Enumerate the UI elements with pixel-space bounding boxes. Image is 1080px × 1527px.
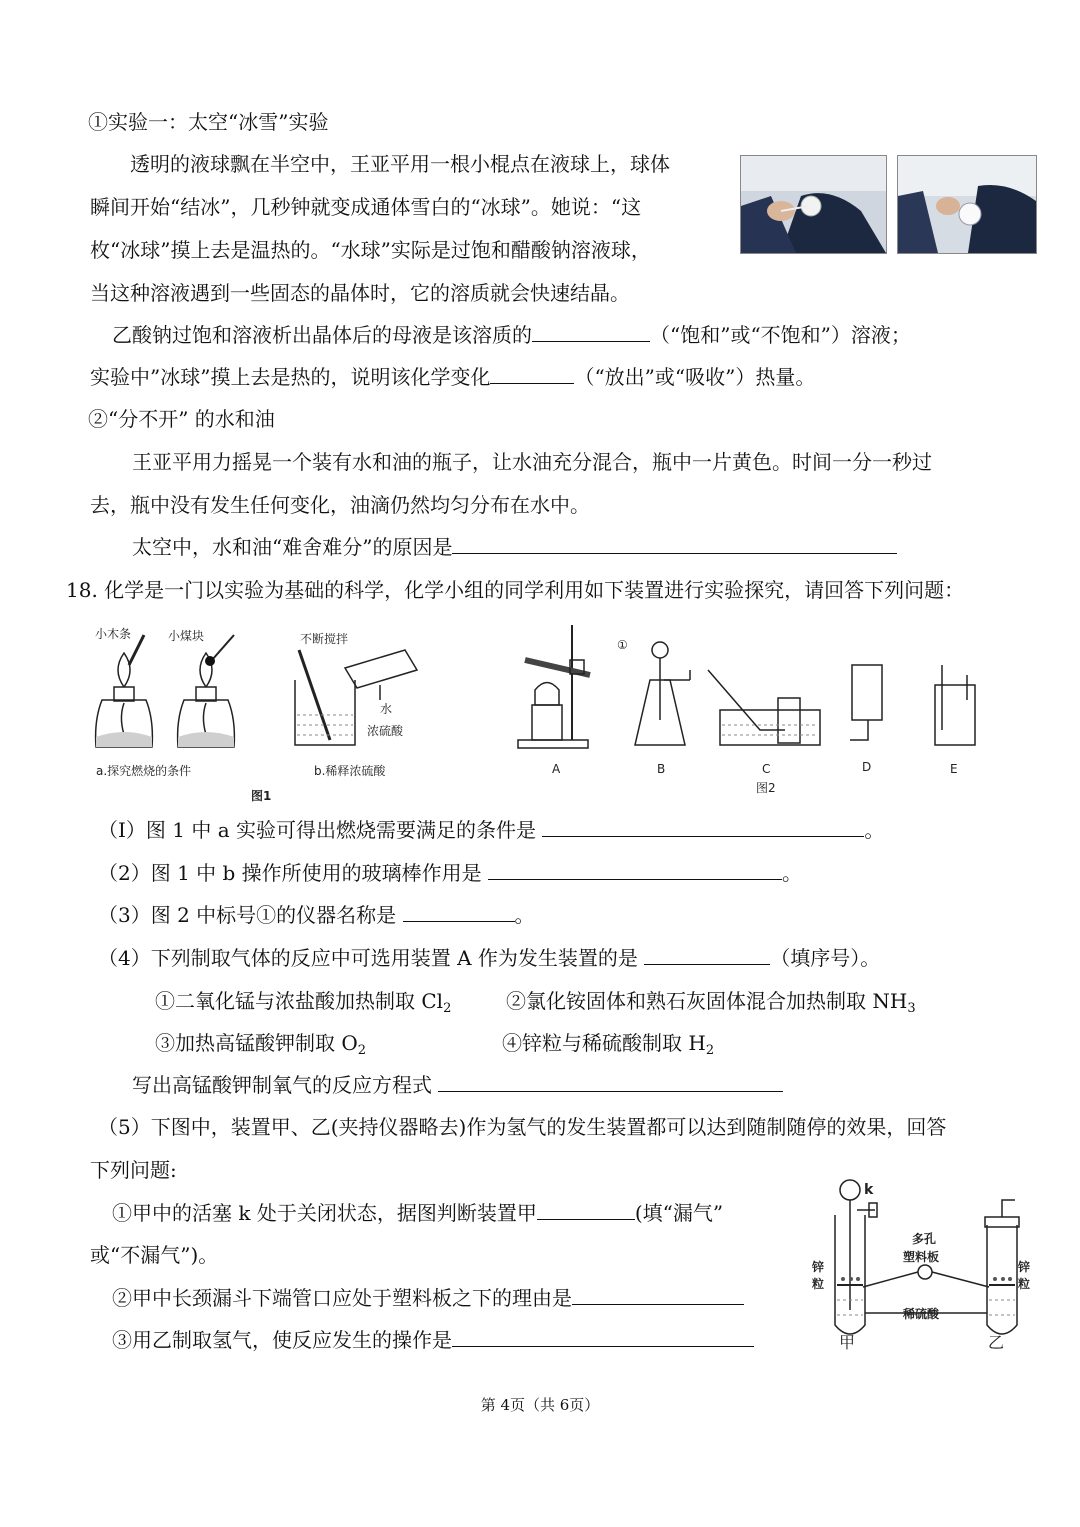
label-zinc-left-2: 粒 — [812, 1277, 825, 1291]
subq-5-1-cont: 或“不漏气”)。 — [90, 1243, 219, 1267]
question-mother-liquor: 乙酸钠过饱和溶液析出晶体后的母液是该溶质的 （“饱和”或“不饱和”）溶液； — [112, 323, 911, 347]
space-photo-left — [740, 155, 887, 254]
subq-1: （I）图 1 中 a 实验可得出燃烧需要满足的条件是 。 — [98, 818, 885, 842]
section1-para-line2: 瞬间开始“结冰”，几秒钟就变成通体雪白的“冰球”。她说：“这 — [90, 195, 642, 219]
subq-4-equation: 写出高锰酸钾制氧气的反应方程式 — [132, 1071, 783, 1099]
blank-funnel-reason[interactable] — [572, 1284, 744, 1305]
blank-equation[interactable] — [438, 1071, 783, 1092]
label-small-coal: 小煤块 — [168, 629, 205, 643]
section1-title: ①实验一：太空“冰雪”实验 — [88, 110, 329, 134]
fig2-apparatus — [510, 620, 990, 760]
blank-oil-water[interactable] — [452, 533, 897, 554]
subq-5-stem-2: 下列问题: — [90, 1158, 177, 1182]
fig1-dilute-acid — [285, 630, 435, 755]
caption-fig1a: a.探究燃烧的条件 — [96, 764, 192, 778]
option-4: ④锌粒与稀硫酸制取 $H_2$ — [502, 1031, 715, 1058]
q18-stem: 18. 化学是一门以实验为基础的科学，化学小组的同学利用如下装置进行实验探究，请回答下列问题： — [66, 578, 965, 602]
subq-5-3: ③用乙制取氢气，使反应发生的操作是 — [112, 1326, 754, 1354]
blank-operation[interactable] — [452, 1326, 754, 1347]
page-footer: 第 4页（共 6页） — [480, 1396, 600, 1414]
option-2: ②氯化铵固体和熟石灰固体混合加热制取 $NH_3$ — [506, 989, 916, 1016]
fig2-title: 图2 — [756, 781, 776, 795]
label-porous-1: 多孔 — [912, 1232, 937, 1246]
space-photo-right — [897, 155, 1037, 254]
label-jia: 甲 — [839, 1333, 856, 1352]
label-water: 水 — [380, 702, 393, 716]
label-porous-2: 塑料板 — [903, 1250, 940, 1264]
label-zinc-right-2: 粒 — [1018, 1277, 1031, 1291]
subq-5-stem: （5）下图中，装置甲、乙(夹持仪器略去)作为氢气的发生装置都可以达到随制随停的效果，回答 — [98, 1115, 947, 1139]
fig2-label-c: C — [762, 762, 771, 776]
section2-title: ②“分不开” 的水和油 — [88, 407, 275, 431]
fig2-label-b: B — [657, 762, 666, 776]
fig2-label-a: A — [552, 762, 561, 776]
blank-option-number[interactable] — [644, 944, 770, 965]
question-heat: 实验中”冰球”摸上去是热的，说明该化学变化 （“放出”或“吸收”）热量。 — [90, 365, 816, 389]
option-1: ①二氧化锰与浓盐酸加热制取 $Cl_2$ — [155, 989, 452, 1016]
subq-2: （2）图 1 中 b 操作所使用的玻璃棒作用是 。 — [98, 861, 803, 885]
label-zinc-left-1: 锌 — [812, 1260, 825, 1274]
subq-5-2: ②甲中长颈漏斗下端管口应处于塑料板之下的理由是 — [112, 1284, 744, 1312]
blank-leak[interactable] — [537, 1199, 635, 1220]
fig2-label-e: E — [950, 762, 958, 776]
subq-4: （4）下列制取气体的反应中可选用装置 A 作为发生装置的是 （填序号）。 — [98, 946, 881, 970]
fig2-label-d: D — [862, 760, 872, 774]
label-conc-acid: 浓硫酸 — [367, 724, 404, 738]
fig1-title: 图1 — [251, 789, 272, 803]
section1-para-line3: 枚“冰球”摸上去是温热的。“水球”实际是过饱和醋酸钠溶液球， — [90, 238, 651, 262]
label-dilute-acid: 稀硫酸 — [903, 1307, 940, 1321]
blank-glass-rod[interactable] — [488, 859, 782, 880]
option-3: ③加热高锰酸钾制取 $O_2$ — [155, 1031, 367, 1058]
question-oil-water: 太空中，水和油“难舍难分”的原因是 — [132, 533, 897, 561]
section2-para-line2: 去，瓶中没有发生任何变化，油滴仍然均匀分布在水中。 — [90, 493, 590, 517]
blank-heat[interactable] — [490, 363, 574, 384]
section2-para-line1: 王亚平用力摇晃一个装有水和油的瓶子，让水油充分混合，瓶中一片黄色。时间一分一秒过 — [132, 450, 932, 474]
subq-3: （3）图 2 中标号①的仪器名称是 。 — [98, 903, 535, 927]
caption-fig1b: b.稀释浓硫酸 — [314, 764, 386, 778]
section1-para-line4: 当这种溶液遇到一些固态的晶体时，它的溶质就会快速结晶。 — [90, 281, 630, 305]
label-small-wood: 小木条 — [95, 627, 132, 641]
label-stirring: 不断搅拌 — [300, 632, 349, 646]
blank-saturated[interactable] — [532, 321, 650, 342]
blank-burning-condition[interactable] — [542, 816, 864, 837]
label-yi: 乙 — [988, 1333, 1005, 1352]
fig3-hydrogen-generators — [805, 1175, 1045, 1355]
blank-instrument-name[interactable] — [403, 901, 515, 922]
section1-para-line1: 透明的液球飘在半空中，王亚平用一根小棍点在液球上，球体 — [130, 152, 670, 176]
subq-5-1: ①甲中的活塞 k 处于关闭状态，据图判断装置甲 (填“漏气” — [112, 1201, 724, 1225]
label-zinc-right-1: 锌 — [1018, 1260, 1031, 1274]
fig2-mark-1: ① — [617, 638, 628, 652]
fig1-burning-conditions — [84, 625, 254, 755]
label-k: k — [864, 1182, 874, 1198]
